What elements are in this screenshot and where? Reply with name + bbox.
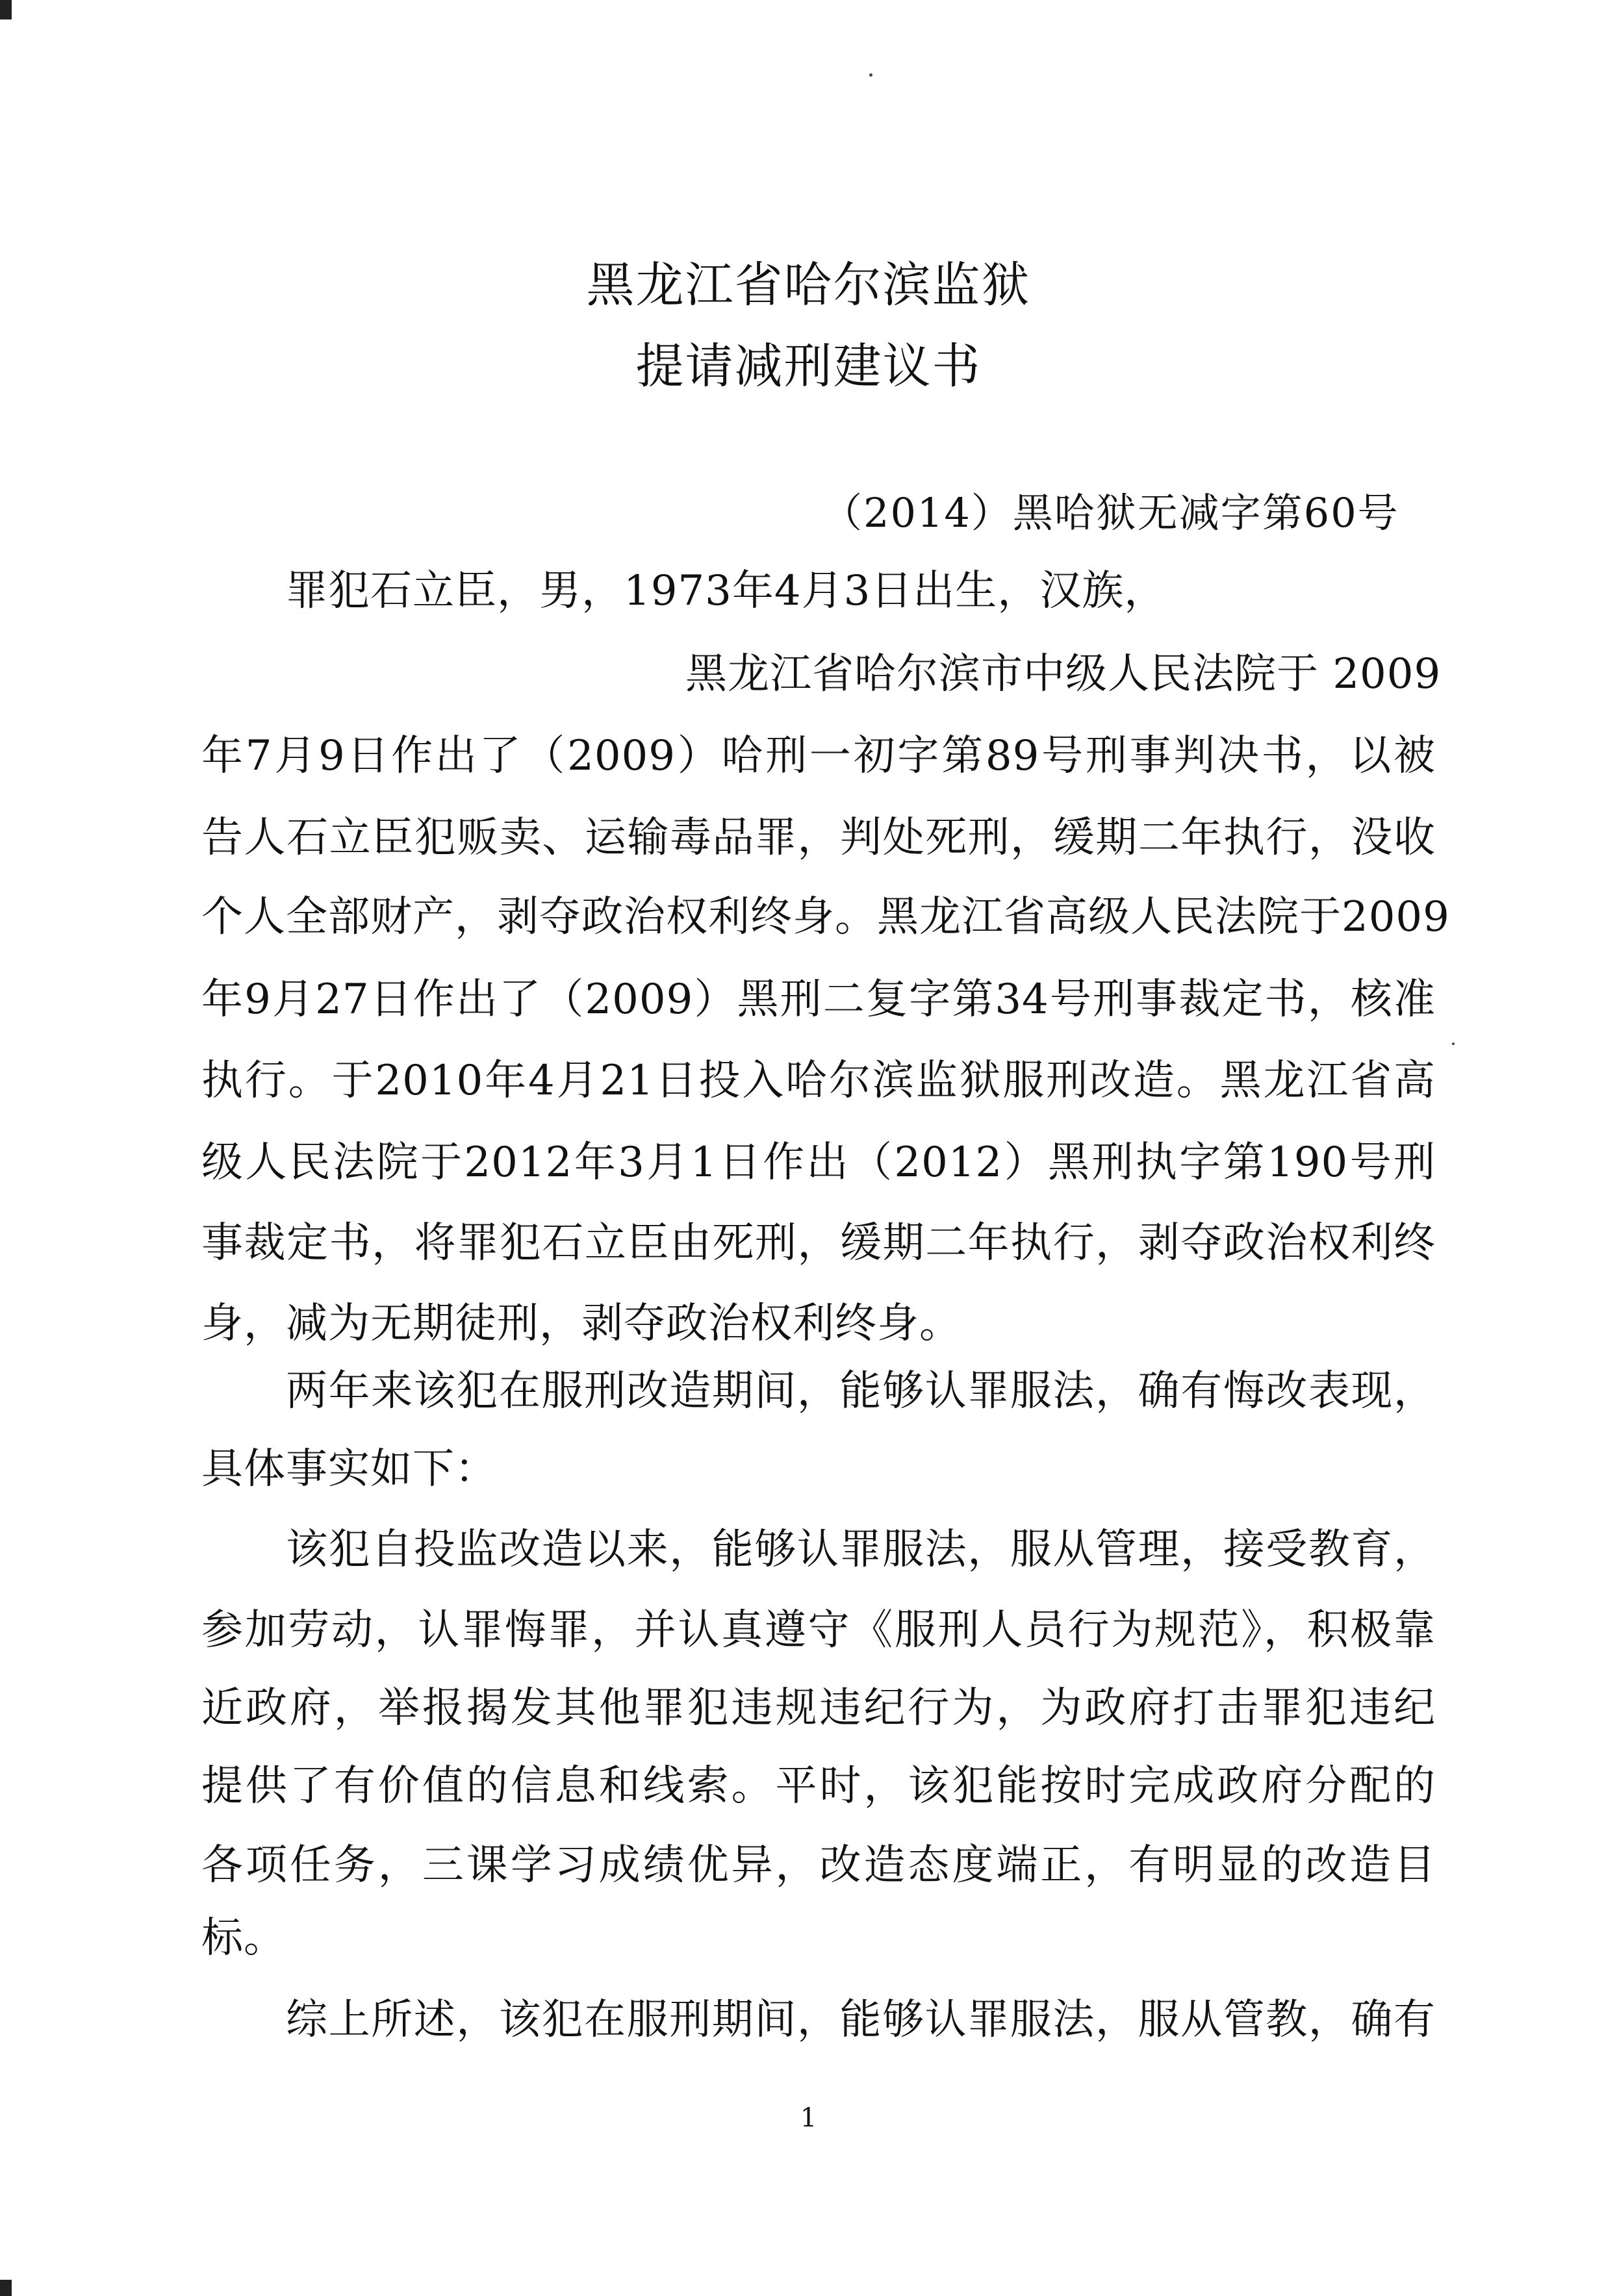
- body-line: 参加劳动，认罪悔罪，并认真遵守《服刑人员行为规范》，积极靠: [201, 1606, 1436, 1654]
- body-line: 级人民法院于2012年3月1日作出（2012）黑刑执字第190号刑: [201, 1139, 1436, 1187]
- body-line: 标。: [201, 1914, 286, 1962]
- body-line: 罪犯石立臣，男，1973年4月3日出生，汉族，: [286, 567, 1167, 615]
- body-line: 提供了有价值的信息和线索。平时，该犯能按时完成政府分配的: [201, 1762, 1436, 1810]
- scan-mark-top: [0, 0, 12, 19]
- body-line: 事裁定书，将罪犯石立臣由死刑，缓期二年执行，剥夺政治权利终: [201, 1219, 1436, 1267]
- scan-mark-bottom: [0, 2280, 12, 2296]
- scan-speck: [1452, 1042, 1455, 1045]
- body-line: 年9月27日作出了（2009）黑刑二复字第34号刑事裁定书，核准: [201, 976, 1436, 1024]
- document-title-line-1: 黑龙江省哈尔滨监狱: [586, 257, 1031, 313]
- body-line: 各项任务，三课学习成绩优异，改造态度端正，有明显的改造目: [201, 1841, 1436, 1889]
- page-number: 1: [800, 2103, 817, 2133]
- body-line: 个人全部财产，剥夺政治权利终身。黑龙江省高级人民法院于2009: [201, 893, 1450, 941]
- scan-speck: [869, 73, 872, 77]
- body-line: 该犯自投监改造以来，能够认罪服法，服从管理，接受教育，: [286, 1526, 1436, 1574]
- body-line: 身，减为无期徒刑，剥夺政治权利终身。: [201, 1300, 961, 1348]
- body-line: 黑龙江省哈尔滨市中级人民法院于 2009: [685, 650, 1442, 698]
- document-title-line-2: 提请减刑建议书: [635, 338, 982, 394]
- body-line: 综上所述，该犯在服刑期间，能够认罪服法，服从管教，确有: [286, 1996, 1436, 2044]
- body-line: 告人石立臣犯贩卖、运输毒品罪，判处死刑，缓期二年执行，没收: [201, 814, 1436, 862]
- body-line: 具体事实如下：: [201, 1445, 497, 1493]
- body-line: 近政府，举报揭发其他罪犯违规违纪行为，为政府打击罪犯违纪: [201, 1684, 1436, 1732]
- body-line: 两年来该犯在服刑改造期间，能够认罪服法，确有悔改表现，: [286, 1367, 1436, 1415]
- document-number: （2014）黑哈狱无减字第60号: [822, 489, 1399, 536]
- body-line: 执行。于2010年4月21日投入哈尔滨监狱服刑改造。黑龙江省高: [201, 1057, 1436, 1105]
- body-line: 年7月9日作出了（2009）哈刑一初字第89号刑事判决书，以被: [201, 732, 1436, 780]
